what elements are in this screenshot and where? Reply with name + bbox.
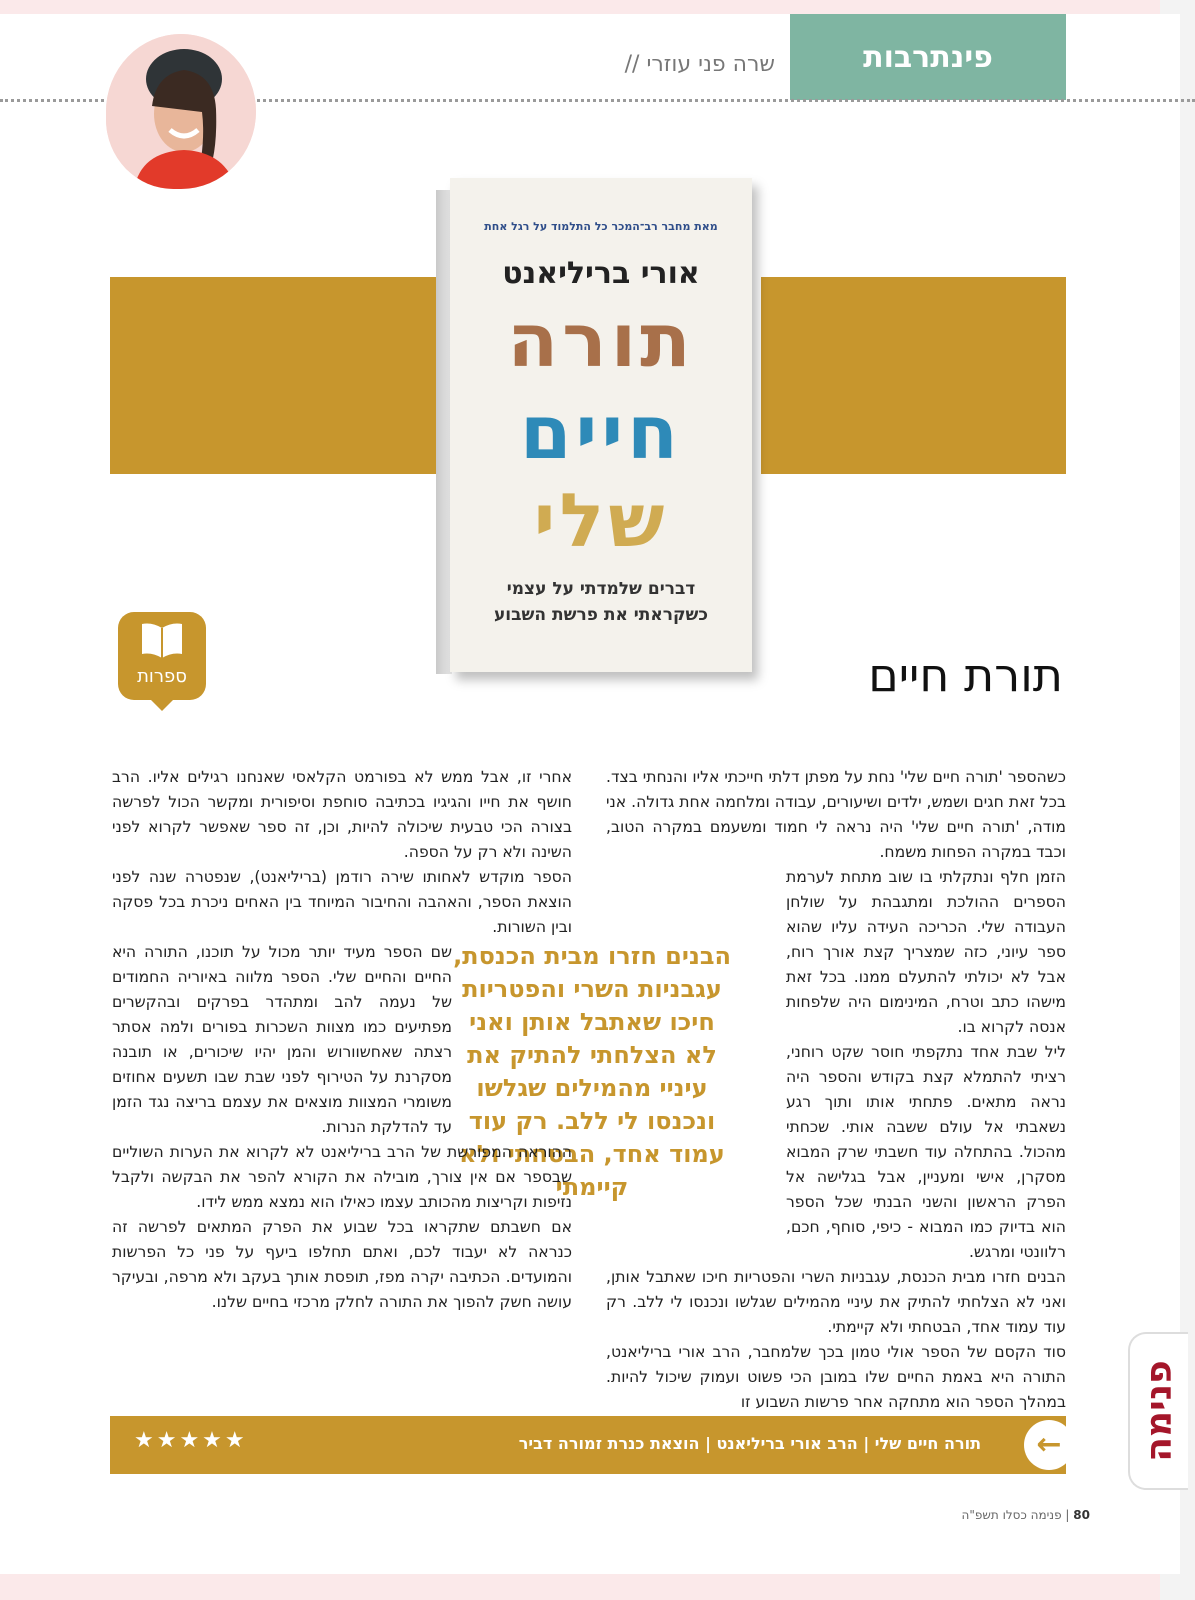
footer-separator: | bbox=[1061, 1508, 1070, 1522]
page-number: 80 bbox=[1073, 1508, 1090, 1522]
book-cover-face bbox=[450, 178, 752, 672]
book-subtitle-line: דברים שלמדתי על עצמי bbox=[506, 579, 696, 599]
category-badge bbox=[118, 612, 206, 700]
book-title-word: תורה bbox=[507, 298, 695, 384]
article-column-left bbox=[112, 765, 572, 1315]
paragraph: כשהספר 'תורה חיים שלי' נחת על מפתן דלתי חייכתי אליו והנחתי בצד. בכל זאת חגים ושמש, ילדים ושיעורים, עבודה ומלחמה אחת גדולה. אני מודה, 'תורה חיים שלי' היה נראה לי חמוד ומשעמם במקרה הטוב, וכבד במקרה הפחות משמח. bbox=[606, 768, 1066, 861]
author-byline: // שרה פני עוזרי bbox=[624, 52, 775, 77]
paragraph: הבנים חזרו מבית הכנסת, עגבניות השרי והפטריות חיכו שאתבל אותן, ואני לא הצלחתי להתיק את עיניי מהמילים שגלשו ונכנסו לי ללב. רק עוד עמוד אחד, הבטחתי ולא קיימתי. bbox=[606, 1268, 1066, 1336]
book-title-word: חיים bbox=[520, 390, 682, 476]
book-subtitle-line: כשקראתי את פרשת השבוע bbox=[493, 605, 709, 625]
paragraph: ליל שבת אחד נתקפתי חוסר שקט רוחני, רציתי להתמלא קצת בקודש והספר היה נראה מתאים. פתחתי אותו ותוך רגע נשאבתי אל עולם ששבה אותי. שכחתי מהכול. בהתחלה עוד חשבתי שרק המבוא מסקרן, אישי ומעניין, אבל בגלישה אל הפרק הראשון והשני הבנתי שכל הספר הוא בדיוק כמו המבוא - כיפי, סוחף, חכם, רלוונטי ומרגש. bbox=[786, 1043, 1066, 1261]
paragraph: סוד הקסם של הספר אולי טמון בכך שלמחבר, הרב אורי בריליאנט, התורה היא באמת החיים שלו במובן הכי פשוט ועמוק שיכול להיות. במהלך הספר הוא מתחקה אחר פרשות השבוע זו bbox=[606, 1343, 1066, 1411]
issue-name: פנימה כסלו תשפ"ה bbox=[961, 1508, 1062, 1522]
paragraph: אם חשבתם שתקראו בכל שבוע את הפרק המתאים לפרשה זה כנראה לא יעבוד לכם, ואתם תחלפו ביעף על פני כל הפרשות והמועדים. הכתיבה יקרה מפז, תופסת אותך בעקב ולא מרפה, ובעיקר עושה חשק להפוך את התורה לחלק מרכזי בחיים שלנו. bbox=[112, 1218, 572, 1311]
book-subtitle bbox=[450, 576, 752, 628]
star-rating: ★★★★★ bbox=[134, 1428, 248, 1453]
book-cover bbox=[436, 178, 762, 682]
pull-quote: הבנים חזרו מבית הכנסת, עגבניות השרי והפטריות חיכו שאתבל אותן ואני לא הצלחתי להתיק את עיניי מהמילים שגלשו ונכנסו לי ללב. רק עוד עמוד אחד, הבטחתי ולא קיימתי bbox=[453, 942, 731, 1201]
magazine-side-tab bbox=[1128, 1332, 1188, 1490]
book-details-bar bbox=[110, 1416, 1066, 1474]
book-author: אורי בריליאנט bbox=[502, 256, 700, 291]
gold-band-left bbox=[110, 277, 444, 474]
paragraph: הספר מוקדש לאחותו שירה רודמן (בריליאנט), שנפטרה שנה לפני הוצאת הספר, והאהבה והחיבור המיוחד בין האחים ניכרת בכל פסקה ובין השורות. bbox=[112, 868, 572, 936]
article-headline: תורת חיים bbox=[868, 648, 1063, 702]
arrow-left-icon: ← bbox=[1024, 1420, 1074, 1470]
page-footer bbox=[962, 1508, 1090, 1522]
paragraph: אחרי זו, אבל ממש לא בפורמט הקלאסי שאנחנו רגילים אליו. הרב חושף את חייו והגיגיו בכתיבה סוחפת וסיפורית ומקשר הכול לפרשה בצורה הכי טבעית שיכולה להיות, וכן, זה ספר שאפשר לקרוא לפני השינה ולא רק על הספה. bbox=[112, 768, 572, 861]
open-book-icon bbox=[139, 620, 185, 660]
book-title-word: שלי bbox=[533, 478, 669, 564]
paragraph: שם הספר מעיד יותר מכול על תוכנו, התורה היא החיים והחיים שלי. הספר מלווה באיוריה החמודים של נעמה להב ומתהדר בפרקים ובהקשרים מפתיעים כמו מצוות השכרות בפורים ולמה אסתר רצתה שאחשוורוש והמן יהיו שיכורים, או תובנה מסקרנת על הטירוף לפני שבת שבו תשעים אחוזים משומרי המצוות מוצאים את עצמם בריצה נגד הזמן עד להדלקת הנרות. bbox=[112, 943, 452, 1136]
badge-pointer bbox=[149, 698, 175, 711]
paragraph: הזמן חלף ונתקלתי בו שוב מתחת לערמת הספרים ההולכת ומתגבהת על שולחן העבודה שלי. הכריכה העידה עליו שהוא ספר עיוני, כזה שמצריך קצת אורך רוח, אבל לא יכולתי להתעלם ממנו. בכל זאת מישהו כתב וטרח, המינימום היה שלפחות אנסה לקרוא בו. bbox=[786, 868, 1066, 1036]
book-details: תורה חיים שלי | הרב אורי בריליאנט | הוצאת כנרת זמורה דביר bbox=[518, 1434, 981, 1453]
magazine-logo: פנימה bbox=[1138, 1360, 1180, 1462]
paragraph: ההוראה המפורשת של הרב בריליאנט לא לקרוא את הערות השוליים שבספר אם אין צורך, מובילה את הקורא להפר את הבקשה ולקבל נזיפות וקריצות מהכותב עצמו כאילו הוא נמצא ממש לידו. bbox=[112, 1143, 572, 1211]
author-photo bbox=[106, 34, 256, 189]
section-tag: פינתרבות bbox=[790, 14, 1066, 100]
category-label: ספרות bbox=[137, 666, 187, 687]
book-tagline: מאת מחבר רב־המכר כל התלמוד על רגל אחת bbox=[484, 220, 718, 233]
gold-band-right bbox=[761, 277, 1066, 474]
